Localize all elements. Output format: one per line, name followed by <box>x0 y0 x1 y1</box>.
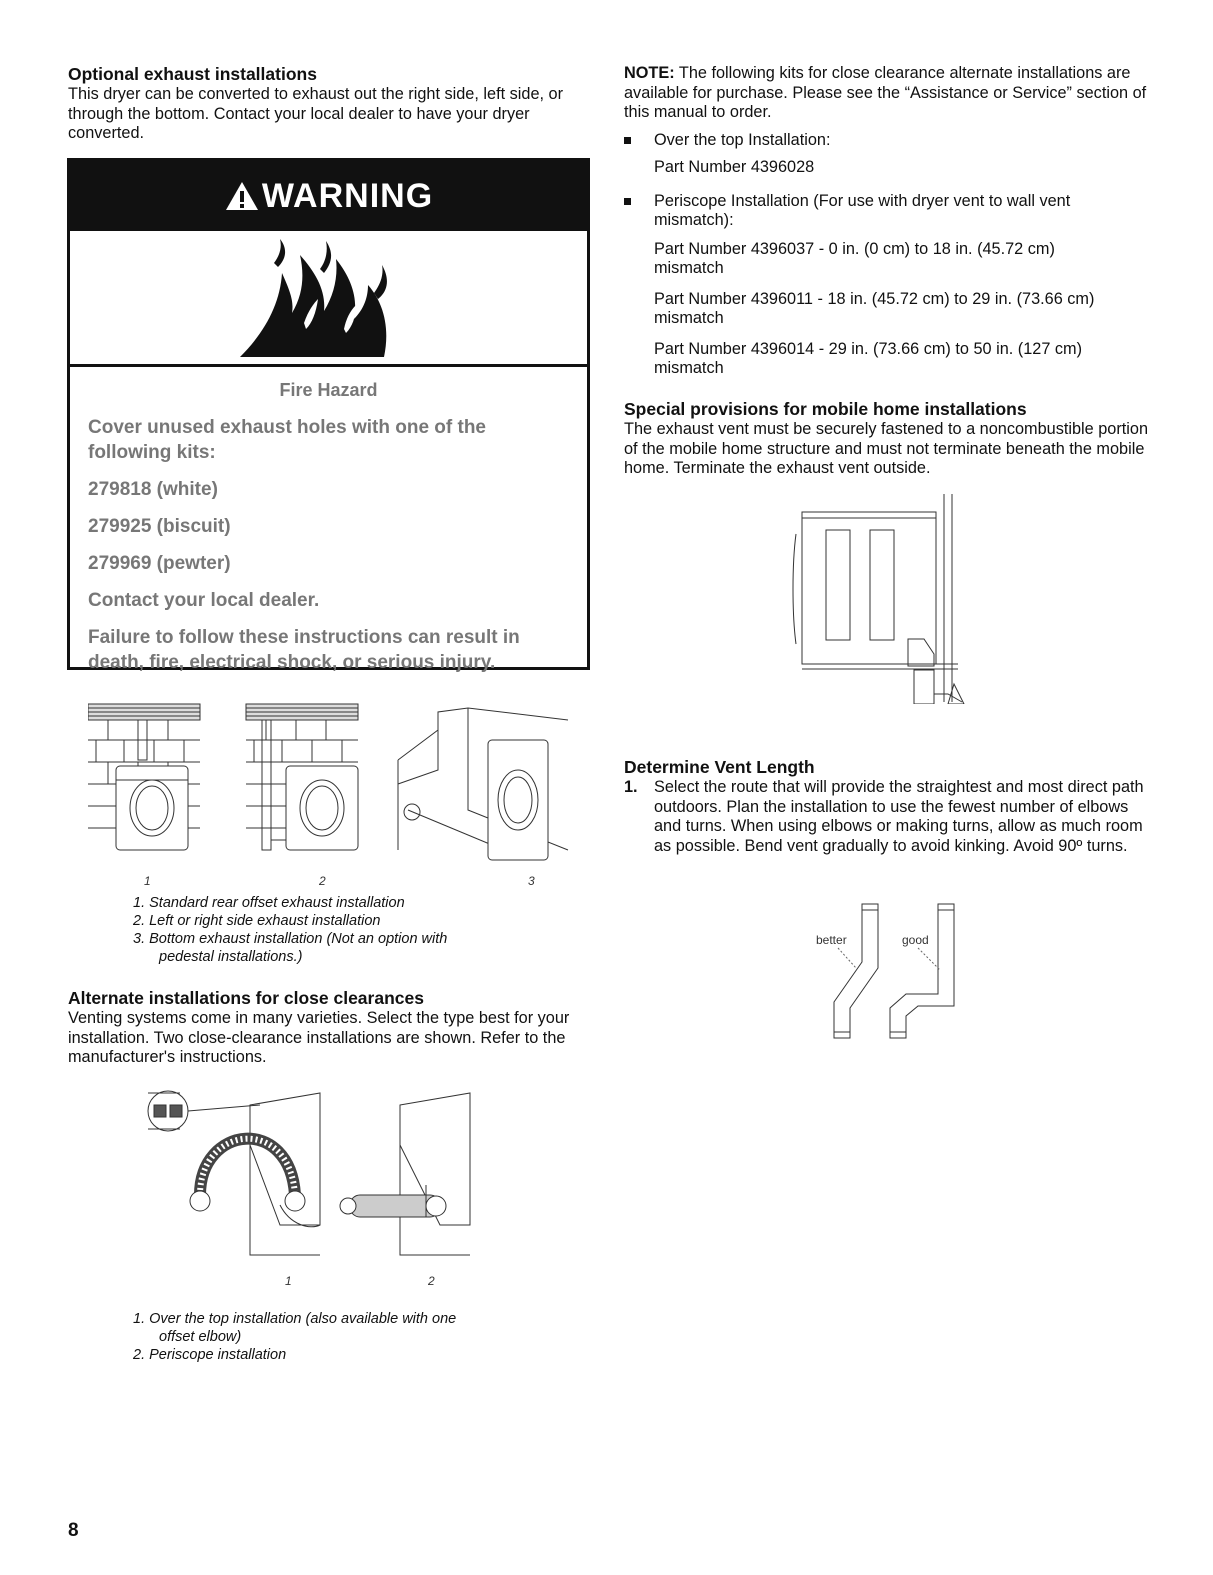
fire-icon <box>234 233 434 363</box>
fig2-caption-1: 1. Over the top installation (also available with one <box>133 1311 457 1327</box>
warning-contact-dealer: Contact your local dealer. <box>88 590 320 611</box>
mobile-home-body: The exhaust vent must be securely fastened to a noncombustible portion of the mobile home structure and must not terminate beneath the mobile home. Terminate the exhaust vent outside. <box>624 420 1149 477</box>
warning-failure-text: Failure to follow these instructions can result in death, fire, electrical shock, or serious injury. <box>88 627 520 673</box>
fig2-captions <box>133 1310 573 1364</box>
mobile-home-figure <box>788 494 988 704</box>
elbow-label-better: better <box>816 933 847 947</box>
warning-header <box>70 161 587 231</box>
page-number: 8 <box>68 1520 79 1541</box>
fig1-caption-1: 1. Standard rear offset exhaust installation <box>133 895 405 911</box>
note-section <box>624 64 1154 390</box>
vent-step-number: 1. <box>624 778 638 796</box>
periscope-drawing <box>340 1093 470 1255</box>
fire-hazard-label: Fire Hazard <box>279 380 378 400</box>
fig1-number-2: 2 <box>319 874 326 888</box>
optional-exhaust-section <box>68 64 588 144</box>
fig2-number-1: 1 <box>285 1274 292 1288</box>
optional-exhaust-body: This dryer can be converted to exhaust out the right side, left side, or through the bottom. Contact your local dealer to have your dryer converted. <box>68 85 564 142</box>
kit-over-top-part: Part Number 4396028 <box>654 158 815 176</box>
fig2-caption-1-cont: offset elbow) <box>159 1329 242 1345</box>
warning-triangle-icon <box>224 180 260 212</box>
bullet-square-icon <box>624 137 631 144</box>
warning-box <box>67 158 590 673</box>
mobile-home-illustration <box>788 494 988 704</box>
kit-list-item-over-top <box>624 131 1154 151</box>
fig1-number-1: 1 <box>144 874 151 888</box>
note-body: The following kits for close clearance alternate installations are available for purchase. Please see the “Assistance or Service” section of this manual to order. <box>624 64 1147 121</box>
exhaust-options-figure <box>88 700 588 890</box>
bullet-square-icon <box>624 198 631 205</box>
optional-exhaust-heading: Optional exhaust installations <box>68 64 317 84</box>
kit-list-periscope <box>624 192 1154 231</box>
mobile-home-heading: Special provisions for mobile home installations <box>624 399 1027 419</box>
fig2-caption-2: 2. Periscope installation <box>133 1347 287 1363</box>
alternate-installations-body: Venting systems come in many varieties. Select the type best for your installation. Two close-clearance installations are shown. Refer to the manufacturer's instructions. <box>68 1009 570 1066</box>
vent-length-heading: Determine Vent Length <box>624 757 815 777</box>
vent-step-1 <box>624 778 1149 856</box>
fig1-caption-3: 3. Bottom exhaust installation (Not an option with <box>133 931 448 947</box>
elbow-label-good: good <box>902 933 929 947</box>
vent-length-section <box>624 757 1149 856</box>
alternate-installations-heading: Alternate installations for close clearances <box>68 988 424 1008</box>
kit-list <box>624 131 1154 151</box>
warning-kit-white: 279818 (white) <box>88 479 218 500</box>
close-clearance-figure <box>140 1085 500 1295</box>
note-paragraph <box>624 64 1154 123</box>
periscope-part-3: Part Number 4396014 - 29 in. (73.66 cm) to 50 in. (127 cm) mismatch <box>654 339 1083 377</box>
warning-kit-pewter: 279969 (pewter) <box>88 553 231 574</box>
fig1-captions <box>133 894 573 966</box>
close-clearance-illustration <box>140 1085 500 1295</box>
warning-title: WARNING <box>261 176 434 215</box>
side-exhaust-drawing <box>246 704 358 850</box>
kit-over-top-label: Over the top Installation: <box>654 130 831 149</box>
elbow-figure <box>808 898 968 1058</box>
fig1-number-3: 3 <box>528 874 535 888</box>
kit-list-item-periscope <box>624 192 1154 231</box>
fire-hazard-symbol-area <box>70 231 587 367</box>
rear-offset-drawing <box>88 704 200 850</box>
exhaust-options-illustration <box>88 700 588 890</box>
elbow-illustration <box>808 898 968 1058</box>
periscope-part-2: Part Number 4396011 - 18 in. (45.72 cm) to 29 in. (73.66 cm) mismatch <box>654 289 1095 327</box>
vent-step-text: Select the route that will provide the straightest and most direct path outdoors. Plan the installation to use the fewest number of elbows and turns. When using elbows or making turns, allow as much room as possible. Bend vent gradually to avoid kinking. Avoid 90º turns. <box>654 778 1144 855</box>
kit-periscope-label: Periscope Installation (For use with dryer vent to wall vent mismatch): <box>654 191 1071 229</box>
alternate-installations-section <box>68 988 588 1068</box>
over-the-top-drawing <box>148 1091 320 1255</box>
warning-cover-text: Cover unused exhaust holes with one of the following kits: <box>88 417 486 463</box>
fig1-caption-3-cont: pedestal installations.) <box>159 949 303 965</box>
mobile-home-section <box>624 399 1149 479</box>
bottom-exhaust-drawing <box>398 708 568 860</box>
fig1-caption-2: 2. Left or right side exhaust installation <box>133 913 381 929</box>
fig2-number-2: 2 <box>428 1274 435 1288</box>
warning-kit-biscuit: 279925 (biscuit) <box>88 516 231 537</box>
note-label: NOTE: <box>624 64 675 82</box>
periscope-part-1: Part Number 4396037 - 0 in. (0 cm) to 18 in. (45.72 cm) mismatch <box>654 239 1055 277</box>
